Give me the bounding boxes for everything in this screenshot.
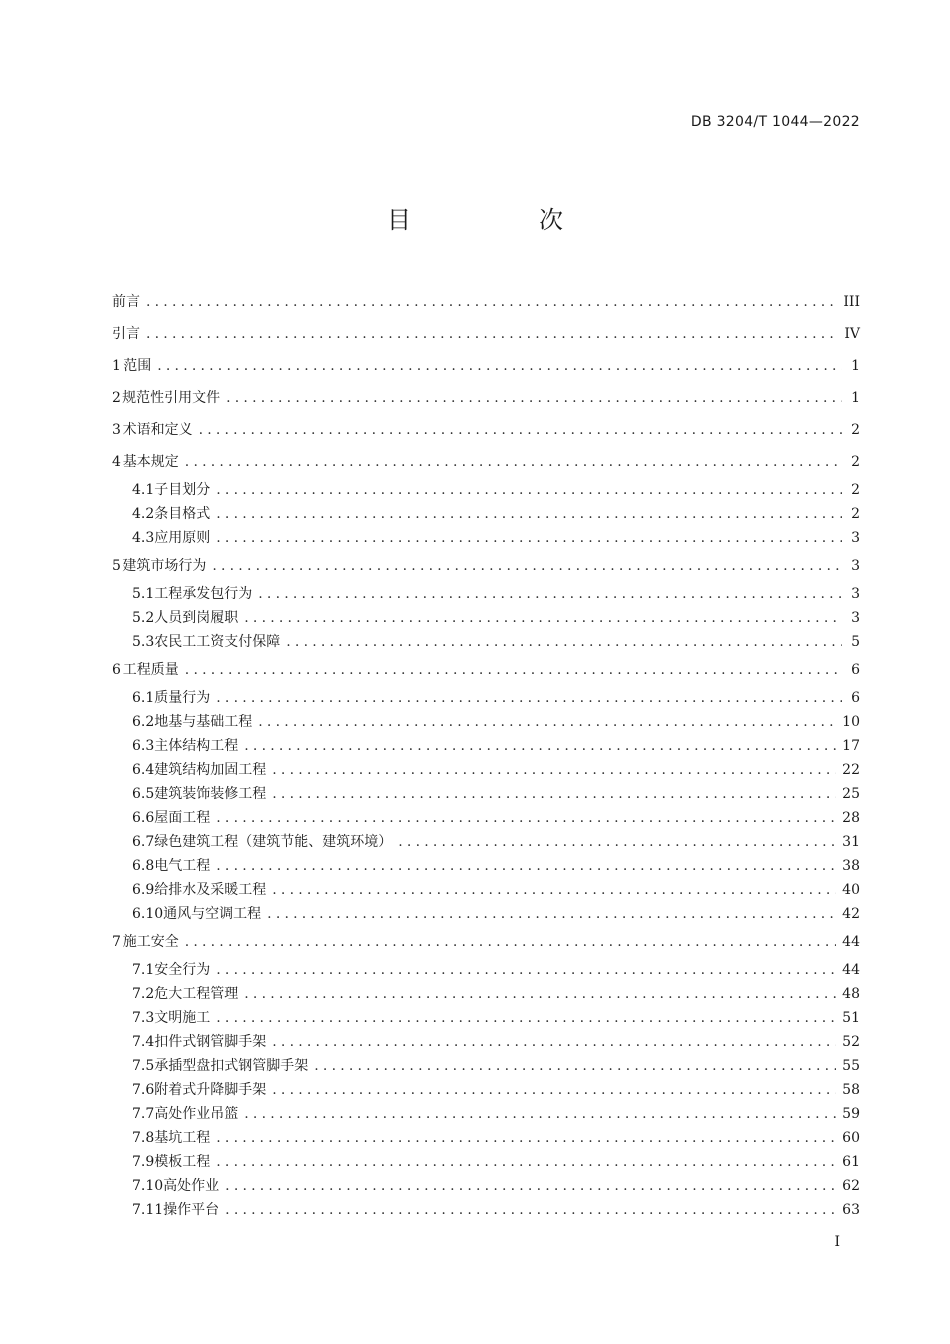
toc-entry-page: IV bbox=[844, 326, 860, 342]
toc-leader-dots bbox=[199, 414, 842, 446]
toc-entry-number: 7.2 bbox=[132, 986, 155, 1002]
toc-entry-number: 7.6 bbox=[132, 1082, 155, 1098]
toc-entry[interactable] bbox=[112, 414, 860, 446]
toc-leader-dots bbox=[258, 582, 842, 606]
toc-entry-title: 前言 bbox=[112, 294, 140, 310]
toc-entry-title: 扣件式钢管脚手架 bbox=[154, 1034, 267, 1050]
toc-entry-number: 7.4 bbox=[132, 1034, 155, 1050]
toc-entry-number: 6.2 bbox=[132, 714, 155, 730]
toc-entry[interactable] bbox=[112, 734, 860, 758]
toc-entry-title: 子目划分 bbox=[154, 482, 211, 498]
toc-entry-title: 建筑市场行为 bbox=[122, 558, 207, 574]
toc-entry-title: 施工安全 bbox=[122, 934, 179, 950]
toc-entry-title: 工程质量 bbox=[122, 662, 179, 678]
toc-entry[interactable] bbox=[112, 1006, 860, 1030]
toc-entry-page: 2 bbox=[851, 506, 860, 522]
toc-entry-page: 10 bbox=[842, 714, 860, 730]
toc-entry-number: 6.4 bbox=[132, 762, 155, 778]
toc-leader-dots bbox=[216, 1126, 836, 1150]
toc-leader-dots bbox=[216, 1006, 836, 1030]
toc-entry-number: 5.2 bbox=[132, 610, 155, 626]
toc-entry-number: 7.10 bbox=[132, 1178, 164, 1194]
toc-entry-number: 6.7 bbox=[132, 834, 155, 850]
toc-entry-title: 绿色建筑工程（建筑节能、建筑环境） bbox=[154, 834, 393, 850]
toc-entry-page: 1 bbox=[851, 358, 860, 374]
toc-entry-number: 7.5 bbox=[132, 1058, 155, 1074]
toc-entry[interactable] bbox=[112, 1174, 860, 1198]
toc-leader-dots bbox=[272, 1078, 836, 1102]
toc-entry-page: 3 bbox=[851, 586, 860, 602]
toc-leader-dots bbox=[146, 318, 838, 350]
toc-entry-page: 59 bbox=[842, 1106, 860, 1122]
toc-entry-page: 42 bbox=[842, 906, 860, 922]
toc-entry[interactable] bbox=[112, 382, 860, 414]
toc-entry-page: III bbox=[843, 294, 860, 310]
toc-entry[interactable] bbox=[112, 1198, 860, 1222]
toc-entry[interactable] bbox=[112, 446, 860, 478]
toc-leader-dots bbox=[225, 1198, 836, 1222]
toc-entry-title: 规范性引用文件 bbox=[122, 390, 221, 406]
toc-leader-dots bbox=[216, 502, 842, 526]
toc-leader-dots bbox=[267, 902, 836, 926]
toc-entry[interactable] bbox=[112, 902, 860, 926]
toc-entry-page: 6 bbox=[851, 662, 860, 678]
toc-entry-page: 62 bbox=[842, 1178, 860, 1194]
toc-leader-dots bbox=[258, 710, 836, 734]
toc-entry-number: 5.1 bbox=[132, 586, 155, 602]
toc-entry-title: 高处作业 bbox=[163, 1178, 220, 1194]
toc-entry[interactable] bbox=[112, 286, 860, 318]
toc-entry-page: 61 bbox=[842, 1154, 860, 1170]
toc-entry-page: 52 bbox=[842, 1034, 860, 1050]
toc-entry[interactable] bbox=[112, 830, 860, 854]
page-number: I bbox=[834, 1234, 840, 1250]
toc-entry-page: 1 bbox=[851, 390, 860, 406]
toc-entry-title: 屋面工程 bbox=[154, 810, 211, 826]
toc-entry-number: 6 bbox=[112, 662, 121, 678]
toc-entry-title: 电气工程 bbox=[154, 858, 211, 874]
toc-entry[interactable] bbox=[112, 686, 860, 710]
toc-entry-number: 3 bbox=[112, 422, 121, 438]
toc-entry-title: 应用原则 bbox=[154, 530, 211, 546]
toc-entry-number: 2 bbox=[112, 390, 121, 406]
toc-entry-number: 5.3 bbox=[132, 634, 155, 650]
toc-entry-title: 建筑装饰装修工程 bbox=[154, 786, 267, 802]
toc-entry[interactable] bbox=[112, 710, 860, 734]
toc-entry-number: 7.1 bbox=[132, 962, 155, 978]
toc-entry-page: 17 bbox=[842, 738, 860, 754]
toc-entry-title: 主体结构工程 bbox=[154, 738, 239, 754]
toc-entry-title: 承插型盘扣式钢管脚手架 bbox=[154, 1058, 309, 1074]
toc-entry-title: 高处作业吊篮 bbox=[154, 1106, 239, 1122]
toc-entry-page: 44 bbox=[842, 962, 860, 978]
toc-entry-number: 6.1 bbox=[132, 690, 155, 706]
toc-entry-number: 4.3 bbox=[132, 530, 155, 546]
toc-entry-page: 28 bbox=[842, 810, 860, 826]
toc-leader-dots bbox=[216, 478, 842, 502]
toc-leader-dots bbox=[226, 382, 842, 414]
toc-entry[interactable] bbox=[112, 782, 860, 806]
toc-entry[interactable] bbox=[112, 1078, 860, 1102]
toc-entry[interactable] bbox=[112, 854, 860, 878]
toc-entry-title: 农民工工资支付保障 bbox=[154, 634, 281, 650]
toc-entry-page: 40 bbox=[842, 882, 860, 898]
toc-entry[interactable] bbox=[112, 926, 860, 958]
toc-leader-dots bbox=[185, 446, 842, 478]
toc-entry[interactable] bbox=[112, 878, 860, 902]
toc-leader-dots bbox=[146, 286, 837, 318]
toc-leader-dots bbox=[244, 982, 836, 1006]
toc-entry[interactable] bbox=[112, 958, 860, 982]
toc-entry-number: 1 bbox=[112, 358, 121, 374]
toc-entry-page: 3 bbox=[851, 530, 860, 546]
toc-entry-page: 5 bbox=[851, 634, 860, 650]
toc-entry-page: 2 bbox=[851, 422, 860, 438]
toc-entry-title: 质量行为 bbox=[154, 690, 211, 706]
toc-leader-dots bbox=[244, 1102, 836, 1126]
toc-entry-number: 6.8 bbox=[132, 858, 155, 874]
toc-entry-page: 58 bbox=[842, 1082, 860, 1098]
toc-leader-dots bbox=[272, 758, 836, 782]
toc-entry-title: 安全行为 bbox=[154, 962, 211, 978]
toc-entry[interactable] bbox=[112, 350, 860, 382]
toc-entry-title: 操作平台 bbox=[163, 1202, 220, 1218]
toc-entry[interactable] bbox=[112, 806, 860, 830]
toc-leader-dots bbox=[314, 1054, 836, 1078]
toc-entry-number: 7.8 bbox=[132, 1130, 155, 1146]
toc-leader-dots bbox=[157, 350, 842, 382]
toc-entry-title: 文明施工 bbox=[154, 1010, 211, 1026]
toc-leader-dots bbox=[216, 806, 836, 830]
toc-leader-dots bbox=[216, 958, 836, 982]
table-of-contents bbox=[112, 286, 860, 1222]
toc-title: 目 次 bbox=[387, 206, 615, 234]
toc-entry-title: 基本规定 bbox=[122, 454, 179, 470]
toc-entry-number: 5 bbox=[112, 558, 121, 574]
toc-leader-dots bbox=[212, 550, 842, 582]
toc-entry-number: 7.3 bbox=[132, 1010, 155, 1026]
toc-entry[interactable] bbox=[112, 654, 860, 686]
toc-entry-number: 4.2 bbox=[132, 506, 155, 522]
toc-leader-dots bbox=[216, 686, 842, 710]
toc-entry[interactable] bbox=[112, 1030, 860, 1054]
toc-entry-page: 55 bbox=[842, 1058, 860, 1074]
toc-entry[interactable] bbox=[112, 582, 860, 606]
toc-entry-number: 4.1 bbox=[132, 482, 155, 498]
toc-entry[interactable] bbox=[112, 1054, 860, 1078]
toc-entry-title: 条目格式 bbox=[154, 506, 211, 522]
toc-entry-page: 44 bbox=[842, 934, 860, 950]
toc-entry-number: 7.9 bbox=[132, 1154, 155, 1170]
toc-leader-dots bbox=[185, 926, 836, 958]
toc-entry-title: 人员到岗履职 bbox=[154, 610, 239, 626]
toc-entry-number: 4 bbox=[112, 454, 121, 470]
toc-leader-dots bbox=[272, 878, 836, 902]
toc-entry-page: 3 bbox=[851, 610, 860, 626]
toc-entry[interactable] bbox=[112, 1126, 860, 1150]
toc-entry-number: 6.5 bbox=[132, 786, 155, 802]
toc-entry-title: 模板工程 bbox=[154, 1154, 211, 1170]
toc-entry-title: 工程承发包行为 bbox=[154, 586, 253, 602]
toc-entry-number: 7 bbox=[112, 934, 121, 950]
toc-leader-dots bbox=[272, 1030, 836, 1054]
toc-leader-dots bbox=[216, 854, 836, 878]
toc-entry-number: 7.7 bbox=[132, 1106, 155, 1122]
toc-entry-title: 给排水及采暖工程 bbox=[154, 882, 267, 898]
toc-entry[interactable] bbox=[112, 1150, 860, 1174]
toc-entry-page: 51 bbox=[842, 1010, 860, 1026]
toc-entry[interactable] bbox=[112, 1102, 860, 1126]
toc-leader-dots bbox=[286, 630, 842, 654]
toc-entry-title: 附着式升降脚手架 bbox=[154, 1082, 267, 1098]
toc-entry-number: 7.11 bbox=[132, 1202, 164, 1218]
toc-entry-title: 引言 bbox=[112, 326, 140, 342]
toc-entry-page: 6 bbox=[851, 690, 860, 706]
toc-entry[interactable] bbox=[112, 502, 860, 526]
toc-entry-title: 地基与基础工程 bbox=[154, 714, 253, 730]
document-code: DB 3204/T 1044—2022 bbox=[690, 114, 860, 130]
toc-entry-page: 3 bbox=[851, 558, 860, 574]
toc-entry-page: 25 bbox=[842, 786, 860, 802]
toc-entry-page: 60 bbox=[842, 1130, 860, 1146]
toc-leader-dots bbox=[272, 782, 836, 806]
toc-entry[interactable] bbox=[112, 630, 860, 654]
toc-entry[interactable] bbox=[112, 606, 860, 630]
toc-entry-page: 2 bbox=[851, 482, 860, 498]
toc-entry-title: 危大工程管理 bbox=[154, 986, 239, 1002]
toc-entry-title: 建筑结构加固工程 bbox=[154, 762, 267, 778]
toc-leader-dots bbox=[185, 654, 842, 686]
toc-entry[interactable] bbox=[112, 478, 860, 502]
toc-entry[interactable] bbox=[112, 758, 860, 782]
toc-entry-number: 6.10 bbox=[132, 906, 164, 922]
toc-entry-title: 术语和定义 bbox=[122, 422, 193, 438]
toc-entry-page: 38 bbox=[842, 858, 860, 874]
toc-entry-title: 范围 bbox=[123, 358, 152, 374]
toc-leader-dots bbox=[244, 734, 836, 758]
toc-entry[interactable] bbox=[112, 526, 860, 550]
toc-entry[interactable] bbox=[112, 550, 860, 582]
toc-entry-page: 48 bbox=[842, 986, 860, 1002]
toc-leader-dots bbox=[398, 830, 836, 854]
toc-entry-page: 31 bbox=[842, 834, 860, 850]
toc-entry-number: 6.3 bbox=[132, 738, 155, 754]
toc-entry-page: 22 bbox=[842, 762, 860, 778]
toc-leader-dots bbox=[244, 606, 842, 630]
toc-entry-number: 6.9 bbox=[132, 882, 155, 898]
toc-leader-dots bbox=[216, 1150, 836, 1174]
toc-leader-dots bbox=[225, 1174, 836, 1198]
toc-entry-page: 63 bbox=[842, 1202, 860, 1218]
toc-entry-page: 2 bbox=[851, 454, 860, 470]
toc-entry-number: 6.6 bbox=[132, 810, 155, 826]
toc-entry-title: 基坑工程 bbox=[154, 1130, 211, 1146]
toc-entry-title: 通风与空调工程 bbox=[163, 906, 262, 922]
toc-entry[interactable] bbox=[112, 982, 860, 1006]
toc-entry[interactable] bbox=[112, 318, 860, 350]
toc-leader-dots bbox=[216, 526, 842, 550]
